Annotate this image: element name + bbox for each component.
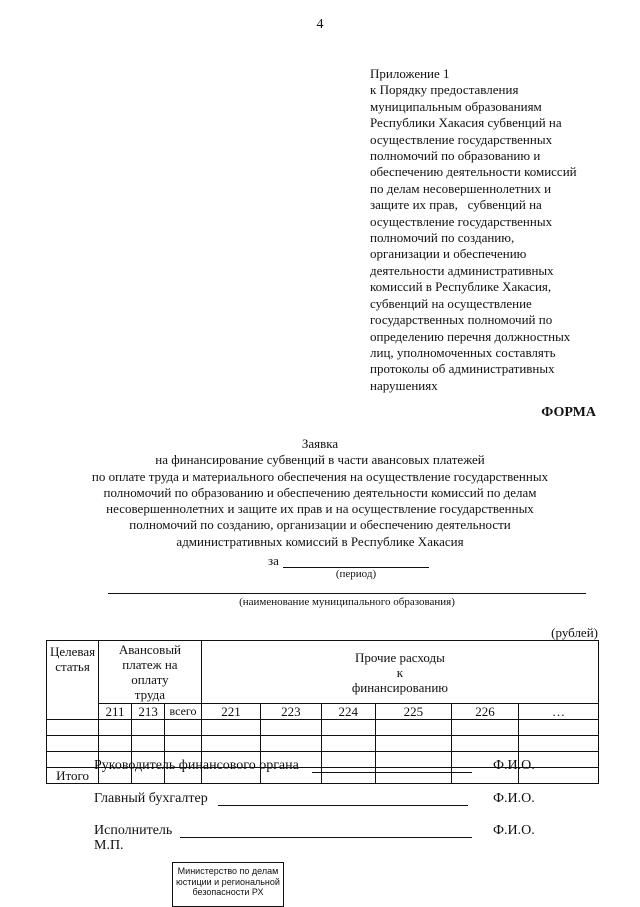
title-line: несовершеннолетних и защите их прав и на осуществление государственных: [106, 501, 534, 517]
table-row: [47, 720, 599, 736]
code-cell: 224: [321, 704, 375, 720]
form-label: ФОРМА: [541, 405, 596, 420]
title-line: Заявка: [301, 436, 339, 451]
code-cell: 226: [451, 704, 518, 720]
appendix-line: лиц, уполномоченных составлять: [370, 344, 556, 360]
total-label: Итого: [47, 768, 99, 784]
table-cell[interactable]: [321, 768, 375, 784]
title-line: административных комиссий в Республике Хакасия: [176, 533, 464, 549]
head-signature-label: Руководитель финансового органа: [94, 758, 299, 773]
table-cell[interactable]: [47, 736, 99, 752]
table-cell[interactable]: [165, 720, 202, 736]
stamp-line: юстиции и региональной: [176, 876, 280, 887]
code-cell: 221: [201, 704, 260, 720]
municipality-field[interactable]: [108, 593, 586, 594]
table-cell[interactable]: [99, 720, 132, 736]
executor-signature-label: Исполнитель: [94, 823, 173, 838]
table-cell[interactable]: [47, 752, 99, 768]
appendix-line: полномочий по образованию и: [370, 148, 541, 164]
title-line: полномочий по образованию и обеспечению деятельности комиссий по делам: [103, 484, 537, 500]
appendix-line: осуществление государственных: [370, 213, 553, 229]
appendix-line: государственных полномочий по: [370, 312, 553, 328]
head-fio: Ф.И.О.: [493, 758, 535, 773]
appendix-block: [370, 66, 610, 394]
ministry-stamp: [172, 862, 284, 907]
table-cell[interactable]: [201, 736, 260, 752]
stamp-line: безопасности РХ: [192, 887, 264, 897]
units-label: (рублей): [551, 625, 598, 640]
appendix-line: защите их прав, субвенций на: [370, 197, 542, 213]
accountant-signature-field[interactable]: [218, 805, 468, 806]
table-cell[interactable]: [321, 752, 375, 768]
code-cell: 211: [99, 704, 132, 720]
table-cell[interactable]: [47, 720, 99, 736]
appendix-line: осуществление государственных: [370, 131, 553, 147]
header-other-expenses: Прочие расходы к финансированию: [201, 641, 598, 704]
appendix-line: к Порядку предоставления: [370, 82, 519, 98]
code-cell: 223: [261, 704, 322, 720]
title-line: полномочий по созданию, организации и обеспечению деятельности: [129, 517, 511, 533]
code-cell: всего: [165, 704, 202, 720]
table-cell[interactable]: [375, 752, 451, 768]
table-cell[interactable]: [132, 736, 165, 752]
seal-place-label: М.П.: [94, 838, 124, 853]
header-advance-payment: Авансовый платеж на оплату труда: [99, 641, 202, 704]
appendix-line: Республики Хакасия субвенций на: [370, 115, 562, 131]
table-cell[interactable]: [519, 720, 599, 736]
table-cell[interactable]: [321, 736, 375, 752]
appendix-line: Приложение 1: [370, 66, 450, 81]
stamp-line: Министерство по делам: [177, 866, 279, 876]
table-cell[interactable]: [451, 720, 518, 736]
appendix-line: полномочий по созданию,: [370, 230, 515, 246]
executor-signature-field[interactable]: [180, 837, 472, 838]
executor-fio: Ф.И.О.: [493, 823, 535, 838]
table-cell[interactable]: [132, 720, 165, 736]
title-line: на финансирование субвенций в части авансовых платежей: [155, 452, 485, 468]
appendix-line: субвенций на осуществление: [370, 295, 532, 311]
table-cell[interactable]: [375, 768, 451, 784]
code-cell: 213: [132, 704, 165, 720]
appendix-line: муниципальным образованиям: [370, 98, 542, 114]
table-cell[interactable]: [321, 720, 375, 736]
table-cell[interactable]: [519, 736, 599, 752]
table-cell[interactable]: [261, 736, 322, 752]
table-cell[interactable]: [375, 736, 451, 752]
page-number: 4: [316, 17, 324, 32]
period-caption: (период): [335, 568, 377, 580]
appendix-line: деятельности административных: [370, 262, 554, 278]
appendix-line: по делам несовершеннолетних и: [370, 180, 552, 196]
period-prefix: за: [268, 553, 279, 568]
title-line: по оплате труда и материального обеспечения на осуществление государственных: [91, 468, 549, 484]
appendix-line: обеспечению деятельности комиссий: [370, 164, 577, 180]
table-cell[interactable]: [261, 720, 322, 736]
table-cell[interactable]: [201, 720, 260, 736]
table-cell[interactable]: [165, 736, 202, 752]
appendix-line: организации и обеспечению: [370, 246, 527, 262]
appendix-line: комиссий в Республике Хакасия,: [370, 279, 552, 295]
appendix-line: протоколы об административных: [370, 361, 555, 377]
accountant-fio: Ф.И.О.: [493, 791, 535, 806]
accountant-signature-label: Главный бухгалтер: [94, 791, 208, 806]
table-cell[interactable]: [99, 736, 132, 752]
appendix-line: определению перечня должностных: [370, 328, 571, 344]
code-cell: …: [519, 704, 599, 720]
code-cell: 225: [375, 704, 451, 720]
header-target-article: Целевая статья: [47, 641, 99, 720]
table-row: [47, 736, 599, 752]
municipality-caption: (наименование муниципального образования): [239, 596, 455, 608]
document-title: [0, 436, 640, 550]
table-cell[interactable]: [451, 736, 518, 752]
head-signature-field[interactable]: [312, 772, 472, 773]
appendix-line: нарушениях: [370, 377, 438, 393]
table-cell[interactable]: [375, 720, 451, 736]
